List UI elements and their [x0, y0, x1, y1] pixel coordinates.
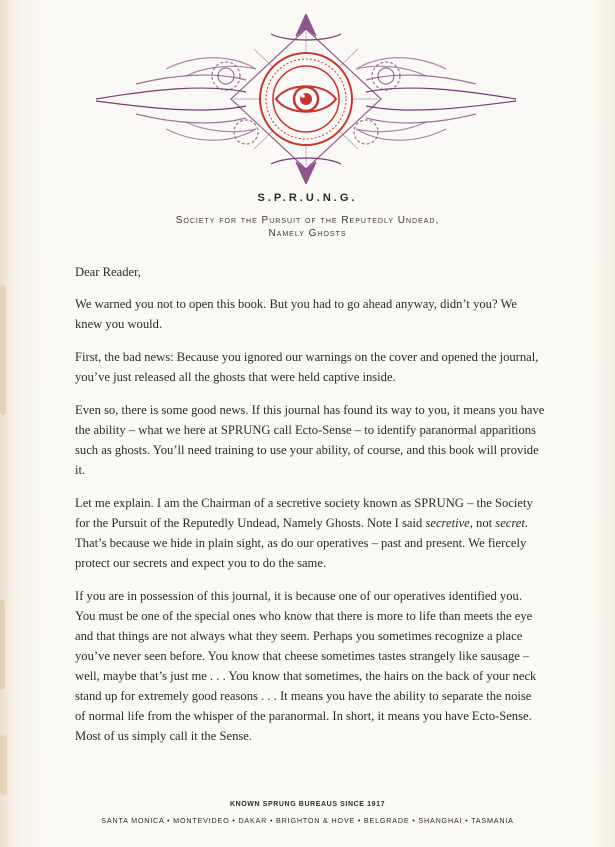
paper-stain [0, 285, 6, 415]
org-full-line-2: Namely Ghosts [268, 228, 347, 239]
footer-title: KNOWN SPRUNG BUREAUS SINCE 1917 [229, 801, 386, 808]
paragraph-text: Let me explain. I am the Chairman of a secretive society known as SPRUNG – the Society for the Pursuit of the Reputedly Undead, Namely Ghosts. Note I said [75, 496, 533, 530]
org-name: S.P.R.U.N.G. [257, 192, 358, 204]
paragraph-emphasis: secret [495, 516, 525, 530]
letter-greeting: Dear Reader, [75, 265, 141, 279]
letter-paragraph: We warned you not to open this book. But you had to go ahead anyway, didn’t you? We knew you would. [75, 297, 517, 331]
footer-cities: SANTA MONICA • MONTEVIDEO • DAKAR • BRIGHTON & HOVE • BELGRADE • SHANGHAI • TASMANIA [101, 816, 514, 825]
paragraph-text: , not [469, 516, 496, 530]
paper-stain [0, 600, 5, 690]
letter-paragraph: Even so, there is some good news. If this journal has found its way to you, it means you have the ability – what we here at SPRUNG call Ecto-Sense – to identify paranormal apparitions such as ghosts. You’ll need training to use your ability, of course, and this book will provide it. [75, 403, 545, 477]
letter-paragraph: First, the bad news: Because you ignored our warnings on the cover and opened the journal, you’ve just released all the ghosts that were held captive inside. [75, 350, 539, 384]
sprung-eye-emblem-icon [96, 14, 516, 184]
letter-body [75, 262, 545, 759]
paragraph-text: . That’s because we hide in plain sight, as do our operatives – past and present. We fiercely protect our secrets and expect you to do the same. [75, 516, 529, 570]
letter-paragraph: If you are in possession of this journal, it is because one of our operatives identified you. You must be one of the special ones who know that there is more to life than meets the eye and that things are not always what they seem. Perhaps you sometimes recognize a place you’ve never seen before. You know that cheese sometimes tastes strangely like sausage – well, maybe that’s just me . . . You know that sometimes, the hairs on the back of your neck stand up for extremely good reasons . . . It means you have the ability to separate the noise of normal life from the whisper of the paranormal. In short, it means you have Ecto-Sense. Most of us simply call it the Sense. [75, 589, 537, 743]
paragraph-emphasis: secretive [425, 516, 470, 530]
org-full-line-1: Society for the Pursuit of the Reputedly Undead, [175, 215, 440, 226]
paper-stain [0, 735, 7, 795]
org-full-name [130, 214, 485, 240]
letter-paragraph [75, 493, 545, 573]
